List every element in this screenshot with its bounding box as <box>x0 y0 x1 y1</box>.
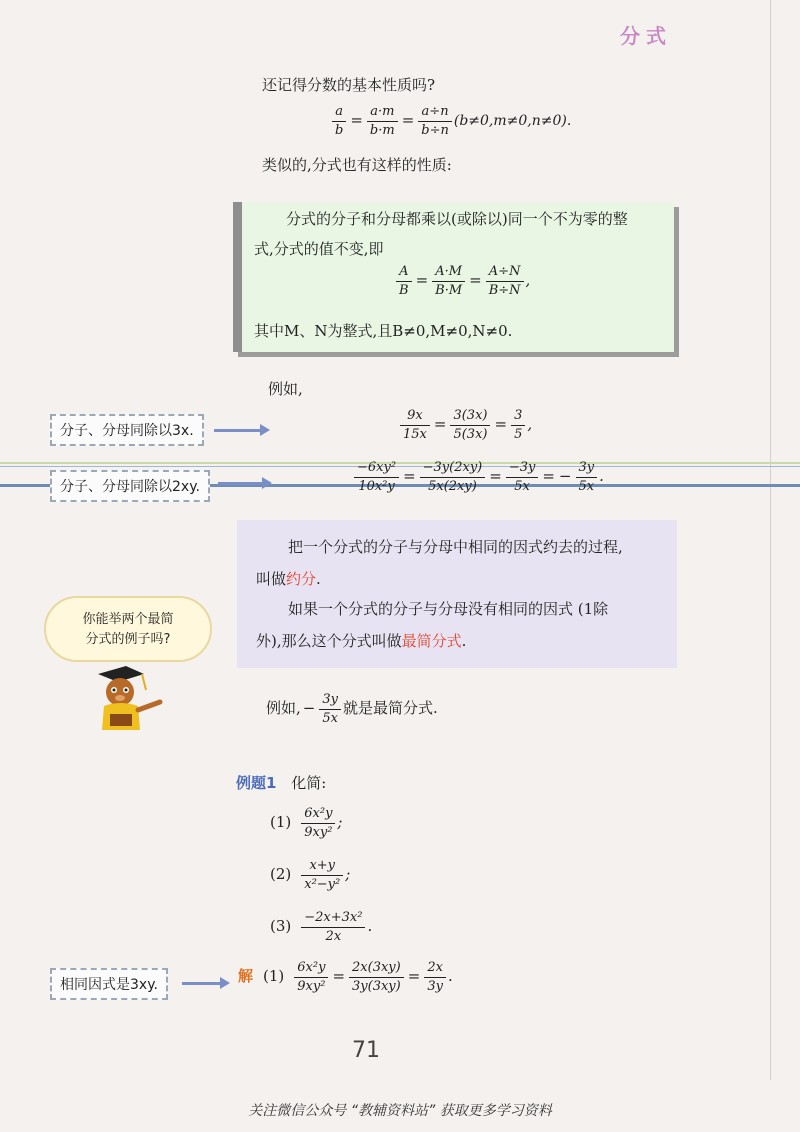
denominator: b·m <box>369 122 395 138</box>
numerator: 2x <box>424 960 446 978</box>
fraction <box>354 460 399 494</box>
fraction <box>367 104 398 138</box>
denominator: 5 <box>514 426 523 442</box>
fraction <box>486 264 524 298</box>
denominator: 5x(2xy) <box>428 478 477 494</box>
denominator: B·M <box>435 282 463 298</box>
denominator: x²−y² <box>304 876 341 892</box>
instruction: 化简: <box>291 774 327 792</box>
property-line3: 其中M、N为整式,且B≠0,M≠0,N≠0. <box>254 322 513 340</box>
denominator: 9xy² <box>297 978 326 994</box>
definition-line3: 如果一个分式的分子与分母没有相同的因式 (1除 <box>288 600 609 618</box>
numerator: −6xy² <box>354 460 399 478</box>
definition-line4 <box>256 632 466 650</box>
definition-line2 <box>256 570 321 588</box>
similar-text: 类似的,分式也有这样的性质: <box>262 156 452 174</box>
minus-sign: − <box>302 699 316 718</box>
numerator: x+y <box>301 858 343 876</box>
bubble-line2: 分式的例子吗? <box>85 631 171 647</box>
term-yuefen: 约分 <box>286 570 317 588</box>
numerator: A÷N <box>486 264 524 282</box>
punctuation: , <box>527 415 533 434</box>
side-note-3: 相同因式是3xy. <box>50 968 168 1000</box>
denominator: 5x <box>322 710 338 726</box>
fraction <box>301 910 365 944</box>
fraction <box>432 264 465 298</box>
denominator: 3y(3xy) <box>352 978 401 994</box>
arrow-icon <box>214 429 262 432</box>
fraction <box>294 960 328 994</box>
denominator: 15x <box>403 426 427 442</box>
text: 就是最简分式. <box>342 699 438 718</box>
arrow-icon <box>218 482 264 485</box>
numerator: 3 <box>511 408 525 426</box>
denominator: 5x <box>578 478 595 494</box>
item-index: (2) <box>270 865 292 884</box>
fraction <box>349 960 404 994</box>
chapter-title: 分式 <box>620 24 672 48</box>
fraction <box>420 460 486 494</box>
numerator: 3y <box>576 460 598 478</box>
item-index: (3) <box>270 917 292 936</box>
fraction <box>400 408 430 442</box>
item-index: (1) <box>270 813 292 832</box>
example-problem-heading <box>236 774 326 792</box>
numerator: 3y <box>319 692 341 710</box>
fraction <box>511 408 525 442</box>
solution-label: 解 <box>238 967 254 986</box>
condition: (b≠0,m≠0,n≠0). <box>453 113 572 130</box>
numerator: −3y <box>506 460 539 478</box>
fraction <box>424 960 446 994</box>
numerator: a÷n <box>418 104 452 122</box>
fraction <box>301 858 343 892</box>
intro-question: 还记得分数的基本性质吗? <box>262 76 436 94</box>
solution-equation: 解 (1) $\frac{\text{6x²y}}{\text{9xy²}}$ = $\frac{2x(3xy)}{3y(3xy)}$ = $\frac{2x}{3y}$ . <box>238 960 453 994</box>
denominator: b÷n <box>421 122 449 138</box>
denominator: B÷N <box>488 282 521 298</box>
numerator: 6x²y <box>301 806 335 824</box>
numerator: 2x(3xy) <box>349 960 404 978</box>
numerator: 9x <box>400 408 430 426</box>
term-simplest-fraction: 最简分式 <box>401 632 462 650</box>
punctuation: . <box>367 917 373 936</box>
fraction <box>319 692 341 726</box>
footer-note: 关注微信公众号 “教辅资料站” 获取更多学习资料 <box>248 1103 552 1119</box>
text: 例如, <box>266 699 301 718</box>
property-line1: 分式的分子和分母都乘以(或除以)同一个不为零的整 <box>286 210 628 228</box>
simplest-example <box>266 692 438 726</box>
fraction <box>450 408 490 442</box>
denominator: 2x <box>325 928 342 944</box>
arrow-icon <box>182 982 222 985</box>
numerator: A·M <box>432 264 465 282</box>
numerator: a·m <box>367 104 398 122</box>
side-note-2: 分子、分母同除以2xy. <box>50 470 210 502</box>
property-line2: 式,分式的值不变,即 <box>254 240 384 258</box>
fraction-property-equation: $\frac{a}{b}$ = $\frac{a\cdot m}{b\cdot m}$ = $\frac{a\div n}{b\div n}$ (b≠0,m≠0,n≠0). <box>330 104 571 138</box>
minus-sign: − <box>558 467 572 486</box>
denominator: 10x²y <box>358 478 395 494</box>
property-equation: $\frac{A}{B}$ = $\frac{A\cdot M}{B\cdot M}$ = $\frac{A\div N}{B\div N}$ , <box>394 264 530 298</box>
example-intro: 例如, <box>268 380 303 398</box>
numerator: −3y(2xy) <box>420 460 486 478</box>
text: . <box>316 570 321 588</box>
denominator: B <box>399 282 409 298</box>
punctuation: . <box>447 967 453 986</box>
denominator: 9xy² <box>304 824 333 840</box>
side-note-1: 分子、分母同除以3x. <box>50 414 204 446</box>
bubble-line1: 你能举两个最简 <box>82 612 174 627</box>
fraction <box>301 806 335 840</box>
problem-item-2 <box>270 858 350 892</box>
page-number: 71 <box>352 1038 380 1063</box>
text: 外),那么这个分式叫做 <box>256 632 402 650</box>
denominator: b <box>335 122 344 138</box>
punctuation: ; <box>345 865 351 884</box>
fraction <box>396 264 412 298</box>
denominator: 5(3x) <box>453 426 488 442</box>
numerator: 6x²y <box>294 960 328 978</box>
fraction <box>576 460 598 494</box>
fraction <box>506 460 539 494</box>
fraction <box>418 104 452 138</box>
punctuation: , <box>525 271 531 290</box>
fraction <box>332 104 346 138</box>
text: 叫做 <box>256 570 287 588</box>
example2-equation: $\frac{\text{−6xy²}}{\text{10x²y}}$ = $\frac{-3y(2xy)}{5x(2xy)}$ = $\frac{-3y}{5x}$ = − $\frac{3y}{5x}$ . <box>352 460 604 494</box>
problem-item-3 <box>270 910 372 944</box>
definition-line1: 把一个分式的分子与分母中相同的因式约去的过程, <box>288 538 623 556</box>
problem-item-1 <box>270 806 342 840</box>
numerator: a <box>332 104 346 122</box>
denominator: 5x <box>514 478 530 494</box>
punctuation: . <box>599 467 604 486</box>
numerator: −2x+3x² <box>301 910 365 928</box>
item-index: (1) <box>263 967 285 986</box>
punctuation: ; <box>337 813 343 832</box>
denominator: 3y <box>427 978 443 994</box>
example-label: 例题1 <box>236 774 277 792</box>
numerator: A <box>396 264 412 282</box>
numerator: 3(3x) <box>450 408 490 426</box>
text: . <box>461 632 467 650</box>
example1-equation: $\frac{9x}{15x}$ = $\frac{3(3x)}{5(3x)}$ = $\frac{3}{5}$ , <box>398 408 532 442</box>
margin-line <box>770 0 771 1080</box>
speech-bubble <box>44 596 212 662</box>
bear-scholar-icon <box>82 664 172 734</box>
